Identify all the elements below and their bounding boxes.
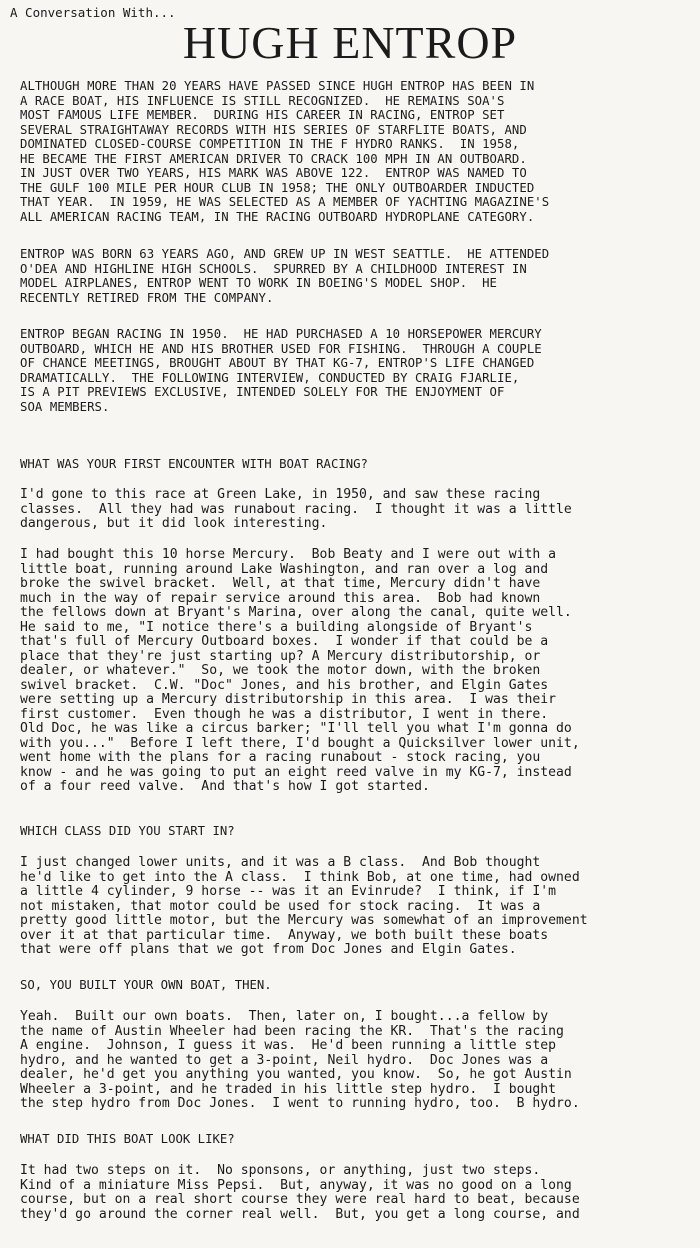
interview-answer-2: I just changed lower units, and it was a B class. And Bob thought he'd like to get into the A class. I think Bob, at one time, had owned a little 4 cylinder, 9 horse -- was it an Evinrude? I think, if I'm not mistaken, that motor could be used for stock racing. It was a pretty good little motor, but the Mercury was somewhat of an improvement over it at that particular time. Anyway, we both built these boats that were off plans that we got from Doc Jones and Elgin Gates. [20,855,588,957]
interview-question-3: SO, YOU BUILT YOUR OWN BOAT, THEN. [20,978,272,992]
interview-answer-4: It had two steps on it. No sponsons, or anything, just two steps. Kind of a miniature Miss Pepsi. But, anyway, it was no good on a long course, but on a real short course they were real hard to beat, because they'd go around the corner real well. But, you get a long course, and [20,1163,580,1222]
article-title: HUGH ENTROP [182,17,518,68]
interview-answer-1a: I'd gone to this race at Green Lake, in 1950, and saw these racing classes. All they had was runabout racing. I thought it was a little dangerous, but it did look interesting. [20,487,572,531]
intro-paragraph-1: ALTHOUGH MORE THAN 20 YEARS HAVE PASSED SINCE HUGH ENTROP HAS BEEN IN A RACE BOAT, HIS INFLUENCE IS STILL RECOGNIZED. HE REMAINS SOA'S MOST FAMOUS LIFE MEMBER. DURING HIS CAREER IN RACING, ENTROP SET SEVERAL STRAIGHTAWAY RECORDS WITH HIS SERIES OF STARFLITE BOATS, AND DOMINATED CLOSED-COURSE COMPETITION IN THE F HYDRO RANKS. IN 1958, HE BECAME THE FIRST AMERICAN DRIVER TO CRACK 100 MPH IN AN OUTBOARD. IN JUST OVER TWO YEARS, HIS MARK WAS ABOVE 122. ENTROP WAS NAMED TO THE GULF 100 MILE PER HOUR CLUB IN 1958; THE ONLY OUTBOARDER INDUCTED THAT YEAR. IN 1959, HE WAS SELECTED AS A MEMBER OF YACHTING MAGAZINE'S ALL AMERICAN RACING TEAM, IN THE RACING OUTBOARD HYDROPLANE CATEGORY. [20,79,550,224]
intro-paragraph-3: ENTROP BEGAN RACING IN 1950. HE HAD PURCHASED A 10 HORSEPOWER MERCURY OUTBOARD, WHICH HE AND HIS BROTHER USED FOR FISHING. THROUGH A COUPLE OF CHANCE MEETINGS, BROUGHT ABOUT BY THAT KG-7, ENTROP'S LIFE CHANGED DRAMATICALLY. THE FOLLOWING INTERVIEW, CONDUCTED BY CRAIG FJARLIE, IS A PIT PREVIEWS EXCLUSIVE, INTENDED SOLELY FOR THE ENJOYMENT OF SOA MEMBERS. [20,327,542,414]
article-kicker: A Conversation With... [10,5,176,20]
intro-paragraph-2: ENTROP WAS BORN 63 YEARS AGO, AND GREW UP IN WEST SEATTLE. HE ATTENDED O'DEA AND HIGHLINE HIGH SCHOOLS. SPURRED BY A CHILDHOOD INTEREST IN MODEL AIRPLANES, ENTROP WENT TO WORK IN BOEING'S MODEL SHOP. HE RECENTLY RETIRED FROM THE COMPANY. [20,247,550,305]
interview-answer-1b: I had bought this 10 horse Mercury. Bob Beaty and I were out with a little boat, running around Lake Washington, and ran over a log and broke the swivel bracket. Well, at that time, Mercury didn't have much in the way of repair service around this area. Bob had known the fellows down at Bryant's Marina, over along the canal, quite well. He said to me, "I notice there's a building alongside of Bryant's that's full of Mercury Outboard boxes. I wonder if that could be a place that they're just starting up? A Mercury distributorship, or dealer, or whatever." So, we took the motor down, with the broken swivel bracket. C.W. "Doc" Jones, and his brother, and Elgin Gates were setting up a Mercury distributorship in this area. I was their first customer. Even though he was a distributor, I went in there. Old Doc, he was like a circus barker; "I'll tell you what I'm gonna do with you..." Before I left there, I'd bought a Quicksilver lower unit, went home with the plans for a racing runabout - stock racing, you know - and he was going to put an eight reed valve in my KG-7, instead of a four reed valve. And that's how I got started. [20,547,580,794]
interview-question-4: WHAT DID THIS BOAT LOOK LIKE? [20,1132,235,1146]
interview-question-1: WHAT WAS YOUR FIRST ENCOUNTER WITH BOAT RACING? [20,457,368,471]
interview-answer-3: Yeah. Built our own boats. Then, later on, I bought...a fellow by the name of Austin Wheeler had been racing the KR. That's the racing A engine. Johnson, I guess it was. He'd been running a little step hydro, and he wanted to get a 3-point, Neil hydro. Doc Jones was a dealer, he'd get you anything you wanted, you know. So, he got Austin Wheeler a 3-point, and he traded in his little step hydro. I bought the step hydro from Doc Jones. I went to running hydro, too. B hydro. [20,1009,580,1111]
interview-question-2: WHICH CLASS DID YOU START IN? [20,824,235,838]
